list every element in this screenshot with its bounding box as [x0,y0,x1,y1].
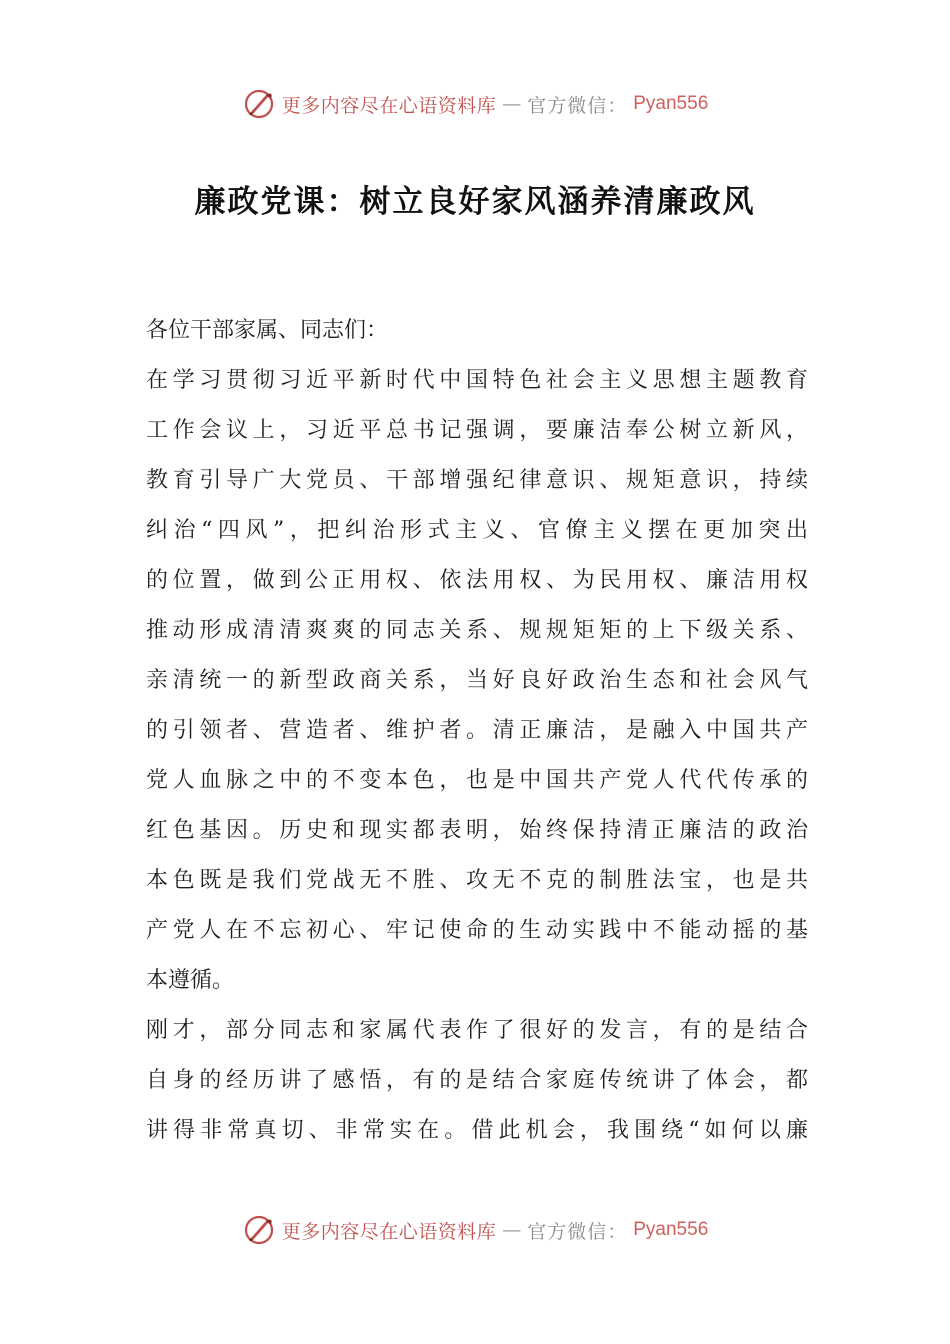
watermark-brand-text: 更多内容尽在心语资料库 [281,94,497,117]
header-watermark [0,84,950,124]
body-line: 自身的经历讲了感悟，有的是结合家庭传统讲了体会，都 [146,1068,808,1093]
document-title: 廉政党课：树立良好家风涵养清廉政风 [194,184,756,220]
body-line: 工作会议上，习近平总书记强调，要廉洁奉公树立新风， [146,418,808,443]
body-line: 产党人在不忘初心、牢记使命的生动实践中不能动摇的基 [146,918,808,943]
body-line: 的位置，做到公正用权、依法用权、为民用权、廉洁用权 [146,568,808,593]
body-line: 红色基因。历史和现实都表明，始终保持清正廉洁的政治 [146,818,808,843]
body-line: 推动形成清清爽爽的同志关系、规规矩矩的上下级关系、 [146,618,808,643]
body-line: 各位干部家属、同志们： [146,318,389,343]
footer-watermark [0,1210,950,1250]
body-line: 教育引导广大党员、干部增强纪律意识、规矩意识，持续 [146,468,808,493]
body-line: 的引领者、营造者、维护者。清正廉洁，是融入中国共产 [146,718,808,743]
body-line: 纠治“四风”，把纠治形式主义、官僚主义摆在更加突出 [146,518,808,543]
watermark-wechat-label: 官方微信： [527,1220,628,1243]
quill-pen-logo-icon [242,1213,276,1247]
watermark-wechat-id: Pyan556 [633,1219,709,1240]
body-line: 本遵循。 [146,968,235,993]
body-line: 在学习贯彻习近平新时代中国特色社会主义思想主题教育 [146,368,808,393]
watermark-separator: — [502,93,522,115]
quill-pen-logo-icon [242,87,276,121]
document-body [146,306,808,1156]
body-line: 本色既是我们党战无不胜、攻无不克的制胜法宝，也是共 [146,868,808,893]
body-line: 党人血脉之中的不变本色，也是中国共产党人代代传承的 [146,768,808,793]
watermark-wechat-label: 官方微信： [527,94,628,117]
body-line: 亲清统一的新型政商关系，当好良好政治生态和社会风气 [146,668,808,693]
watermark-brand-text: 更多内容尽在心语资料库 [281,1220,497,1243]
watermark-wechat-id: Pyan556 [633,93,709,114]
watermark-separator: — [502,1219,522,1241]
body-line: 刚才，部分同志和家属代表作了很好的发言，有的是结合 [146,1018,808,1043]
body-line: 讲得非常真切、非常实在。借此机会，我围绕“如何以廉 [146,1118,808,1143]
